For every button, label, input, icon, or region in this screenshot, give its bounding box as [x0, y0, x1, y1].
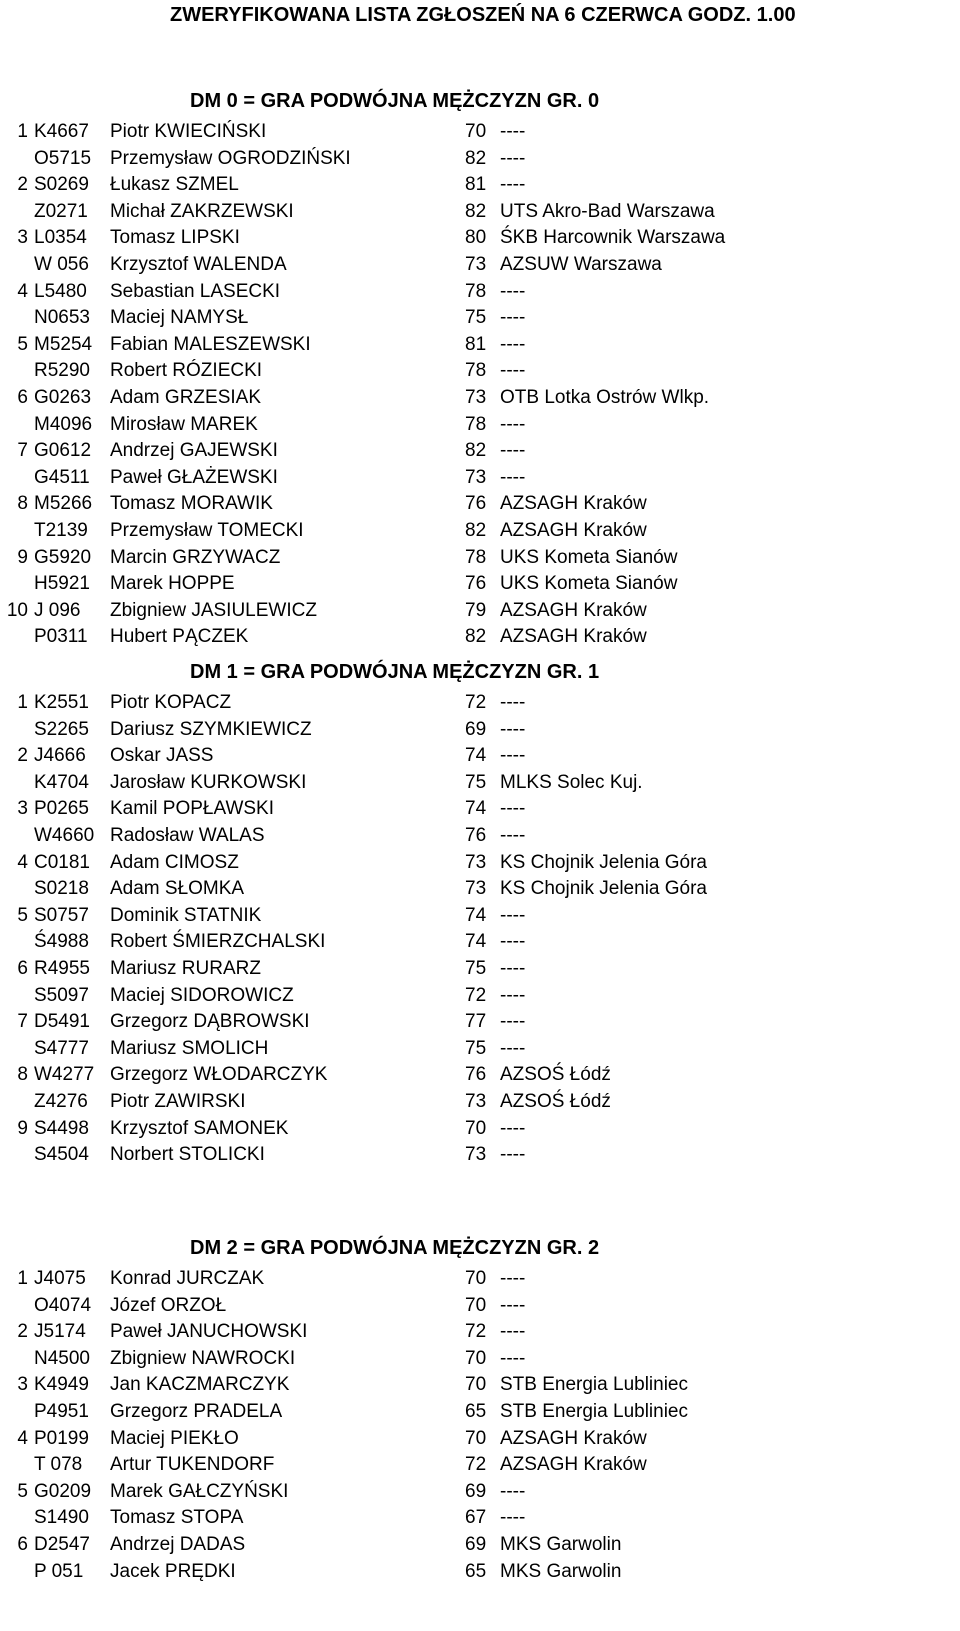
- club-name: AZSAGH Kraków: [500, 599, 647, 621]
- player-code: O5715: [34, 147, 92, 169]
- player-code: P0311: [34, 626, 88, 648]
- player-code: J 096: [34, 599, 81, 621]
- player-name: Piotr ZAWIRSKI: [110, 1090, 246, 1112]
- club-name: STB Energia Lubliniec: [500, 1400, 688, 1422]
- club-name: ----: [500, 440, 526, 462]
- entry-row: [0, 225, 960, 252]
- player-name: Andrzej DADAS: [110, 1533, 246, 1555]
- player-code: T 078: [34, 1454, 83, 1476]
- player-name: Jacek PRĘDKI: [110, 1560, 236, 1582]
- club-name: ----: [500, 1294, 526, 1316]
- entry-row: [0, 1266, 960, 1293]
- player-code: M4096: [34, 413, 93, 435]
- entry-row: [0, 717, 960, 744]
- player-code: G0209: [34, 1480, 92, 1502]
- club-name: ----: [500, 1480, 526, 1502]
- pair-number: 2: [17, 174, 28, 196]
- birth-year: 81: [465, 333, 487, 355]
- entry-row: [0, 956, 960, 983]
- player-code: W 056: [34, 253, 89, 275]
- player-code: N0653: [34, 307, 90, 329]
- club-name: AZSOŚ Łódź: [500, 1064, 611, 1086]
- entry-row: [0, 770, 960, 797]
- player-name: Dariusz SZYMKIEWICZ: [110, 718, 312, 740]
- club-name: ----: [500, 1011, 526, 1033]
- player-name: Przemysław TOMECKI: [110, 519, 304, 541]
- entry-row: [0, 465, 960, 492]
- club-name: ----: [500, 692, 526, 713]
- entry-row: [0, 983, 960, 1010]
- section-heading: DM 2 = GRA PODWÓJNA MĘŻCZYZN GR. 2: [190, 1237, 600, 1259]
- birth-year: 82: [465, 200, 487, 222]
- player-name: Grzegorz PRADELA: [110, 1400, 283, 1422]
- entry-row: [0, 823, 960, 850]
- pair-number: 7: [17, 1011, 28, 1033]
- entry-row: [0, 796, 960, 823]
- player-name: Hubert PĄCZEK: [110, 626, 249, 648]
- player-code: K4949: [34, 1374, 89, 1396]
- pair-number: 2: [17, 1321, 28, 1343]
- entry-row: [0, 1399, 960, 1426]
- player-name: Zbigniew JASIULEWICZ: [110, 599, 317, 621]
- birth-year: 78: [465, 360, 487, 382]
- entry-list: [0, 119, 960, 651]
- player-code: L5480: [34, 280, 87, 302]
- birth-year: 82: [465, 626, 487, 648]
- player-name: Robert RÓZIECKI: [110, 360, 263, 382]
- birth-year: 75: [465, 957, 487, 979]
- entry-row: [0, 385, 960, 412]
- birth-year: 73: [465, 851, 487, 873]
- player-code: P4951: [34, 1400, 89, 1422]
- birth-year: 74: [465, 931, 487, 953]
- player-name: Tomasz LIPSKI: [110, 227, 240, 249]
- player-name: Marek GAŁCZYŃSKI: [110, 1480, 289, 1502]
- club-name: ----: [500, 1144, 526, 1166]
- player-code: M5254: [34, 333, 93, 355]
- player-code: R5290: [34, 360, 90, 382]
- player-code: H5921: [34, 573, 90, 595]
- birth-year: 75: [465, 1037, 487, 1059]
- birth-year: 74: [465, 745, 487, 767]
- pair-number: 4: [17, 1427, 28, 1449]
- club-name: AZSOŚ Łódź: [500, 1090, 611, 1112]
- document-title: ZWERYFIKOWANA LISTA ZGŁOSZEŃ NA 6 CZERWCA GODZ. 1.00: [170, 4, 796, 26]
- pair-number: 4: [17, 280, 28, 302]
- player-code: P 051: [34, 1560, 84, 1582]
- club-name: AZSAGH Kraków: [500, 493, 647, 515]
- player-code: K2551: [34, 692, 89, 713]
- player-code: Z0271: [34, 200, 88, 222]
- birth-year: 70: [465, 1117, 487, 1139]
- pair-number: 1: [17, 1268, 28, 1289]
- pair-number: 8: [17, 1064, 28, 1086]
- player-code: W4660: [34, 824, 95, 846]
- player-name: Maciej PIEKŁO: [110, 1427, 239, 1449]
- birth-year: 73: [465, 466, 487, 488]
- player-code: J4075: [34, 1268, 86, 1289]
- birth-year: 69: [465, 1480, 487, 1502]
- player-name: Andrzej GAJEWSKI: [110, 440, 278, 462]
- entry-list: [0, 690, 960, 1169]
- club-name: AZSUW Warszawa: [500, 253, 662, 275]
- player-code: D2547: [34, 1533, 90, 1555]
- club-name: AZSAGH Kraków: [500, 519, 647, 541]
- club-name: ----: [500, 718, 526, 740]
- pair-number: 3: [17, 227, 28, 249]
- player-name: Zbigniew NAWROCKI: [110, 1347, 296, 1369]
- entry-row: [0, 412, 960, 439]
- birth-year: 73: [465, 253, 487, 275]
- club-name: AZSAGH Kraków: [500, 1454, 647, 1476]
- player-name: Mariusz SMOLICH: [110, 1037, 269, 1059]
- birth-year: 76: [465, 824, 487, 846]
- entry-row: [0, 1426, 960, 1453]
- birth-year: 73: [465, 1144, 487, 1166]
- entry-row: [0, 850, 960, 877]
- player-code: D5491: [34, 1011, 90, 1033]
- player-code: S4777: [34, 1037, 89, 1059]
- player-code: J4666: [34, 745, 86, 767]
- club-name: ----: [500, 280, 526, 302]
- club-name: UKS Kometa Sianów: [500, 573, 678, 595]
- club-name: ----: [500, 1321, 526, 1343]
- player-code: S5097: [34, 984, 89, 1006]
- player-name: Adam CIMOSZ: [110, 851, 239, 873]
- entry-row: [0, 1142, 960, 1169]
- player-code: J5174: [34, 1321, 86, 1343]
- pair-number: 7: [17, 440, 28, 462]
- birth-year: 77: [465, 1011, 487, 1033]
- player-name: Tomasz STOPA: [110, 1507, 244, 1529]
- pair-number: 8: [17, 493, 28, 515]
- entry-row: [0, 332, 960, 359]
- entry-row: [0, 438, 960, 465]
- birth-year: 80: [465, 227, 487, 249]
- player-code: L0354: [34, 227, 87, 249]
- birth-year: 72: [465, 984, 487, 1006]
- club-name: ----: [500, 147, 526, 169]
- entry-row: [0, 1532, 960, 1559]
- entry-row: [0, 743, 960, 770]
- player-code: S4504: [34, 1144, 89, 1166]
- club-name: KS Chojnik Jelenia Góra: [500, 851, 707, 873]
- player-code: P0199: [34, 1427, 89, 1449]
- club-name: ----: [500, 307, 526, 329]
- birth-year: 78: [465, 413, 487, 435]
- club-name: MKS Garwolin: [500, 1560, 622, 1582]
- pair-number: 5: [17, 333, 28, 355]
- club-name: ----: [500, 957, 526, 979]
- birth-year: 67: [465, 1507, 487, 1529]
- player-code: P0265: [34, 798, 89, 820]
- player-name: Paweł JANUCHOWSKI: [110, 1321, 308, 1343]
- entry-row: [0, 1009, 960, 1036]
- birth-year: 76: [465, 573, 487, 595]
- player-name: Adam SŁOMKA: [110, 878, 245, 900]
- birth-year: 82: [465, 147, 487, 169]
- player-name: Marek HOPPE: [110, 573, 235, 595]
- entry-row: [0, 518, 960, 545]
- player-name: Łukasz SZMEL: [110, 174, 239, 196]
- entry-row: [0, 279, 960, 306]
- pair-number: 1: [17, 121, 28, 142]
- club-name: ŚKB Harcownik Warszawa: [500, 227, 726, 249]
- club-name: UKS Kometa Sianów: [500, 546, 678, 568]
- player-name: Grzegorz WŁODARCZYK: [110, 1064, 328, 1086]
- birth-year: 72: [465, 1454, 487, 1476]
- player-code: N4500: [34, 1347, 90, 1369]
- entry-row: [0, 571, 960, 598]
- club-name: STB Energia Lubliniec: [500, 1374, 688, 1396]
- entry-row: [0, 903, 960, 930]
- club-name: MLKS Solec Kuj.: [500, 771, 643, 793]
- player-name: Jarosław KURKOWSKI: [110, 771, 307, 793]
- club-name: ----: [500, 121, 526, 142]
- player-code: Z4276: [34, 1090, 88, 1112]
- player-code: S2265: [34, 718, 89, 740]
- player-name: Józef ORZOŁ: [110, 1294, 227, 1316]
- player-code: S0218: [34, 878, 89, 900]
- club-name: ----: [500, 798, 526, 820]
- entry-row: [0, 690, 960, 717]
- birth-year: 70: [465, 1347, 487, 1369]
- club-name: ----: [500, 931, 526, 953]
- birth-year: 70: [465, 1427, 487, 1449]
- birth-year: 75: [465, 771, 487, 793]
- entry-row: [0, 119, 960, 146]
- player-code: S0757: [34, 904, 89, 926]
- player-name: Mirosław MAREK: [110, 413, 258, 435]
- club-name: ----: [500, 1507, 526, 1529]
- player-code: S1490: [34, 1507, 89, 1529]
- club-name: ----: [500, 904, 526, 926]
- player-code: G4511: [34, 466, 90, 488]
- player-name: Krzysztof SAMONEK: [110, 1117, 289, 1139]
- player-name: Sebastian LASECKI: [110, 280, 281, 302]
- pair-number: 1: [17, 692, 28, 713]
- player-name: Tomasz MORAWIK: [110, 493, 273, 515]
- club-name: ----: [500, 1037, 526, 1059]
- player-name: Dominik STATNIK: [110, 904, 262, 926]
- entry-row: [0, 545, 960, 572]
- pair-number: 9: [17, 546, 28, 568]
- club-name: UTS Akro-Bad Warszawa: [500, 200, 715, 222]
- player-name: Artur TUKENDORF: [110, 1454, 275, 1476]
- player-code: K4704: [34, 771, 89, 793]
- birth-year: 69: [465, 718, 487, 740]
- club-name: ----: [500, 824, 526, 846]
- birth-year: 70: [465, 121, 487, 142]
- player-name: Przemysław OGRODZIŃSKI: [110, 147, 351, 169]
- player-name: Piotr KOPACZ: [110, 692, 232, 713]
- player-name: Piotr KWIECIŃSKI: [110, 121, 267, 142]
- entry-row: [0, 305, 960, 332]
- entry-row: [0, 1479, 960, 1506]
- player-name: Norbert STOLICKI: [110, 1144, 265, 1166]
- pair-number: 5: [17, 904, 28, 926]
- club-name: ----: [500, 360, 526, 382]
- entry-row: [0, 1372, 960, 1399]
- player-name: Krzysztof WALENDA: [110, 253, 287, 275]
- player-code: G0612: [34, 440, 92, 462]
- player-code: S4498: [34, 1117, 89, 1139]
- player-code: G0263: [34, 386, 92, 408]
- birth-year: 82: [465, 440, 487, 462]
- entry-row: [0, 1036, 960, 1063]
- player-name: Fabian MALESZEWSKI: [110, 333, 311, 355]
- player-name: Jan KACZMARCZYK: [110, 1374, 290, 1396]
- birth-year: 65: [465, 1560, 487, 1582]
- player-name: Radosław WALAS: [110, 824, 265, 846]
- club-name: ----: [500, 333, 526, 355]
- birth-year: 76: [465, 493, 487, 515]
- birth-year: 69: [465, 1533, 487, 1555]
- entry-row: [0, 252, 960, 279]
- section-heading: DM 0 = GRA PODWÓJNA MĘŻCZYZN GR. 0: [190, 90, 600, 112]
- pair-number: 3: [17, 798, 28, 820]
- entry-row: [0, 1452, 960, 1479]
- pair-number: 6: [17, 957, 28, 979]
- entry-row: [0, 172, 960, 199]
- entry-row: [0, 929, 960, 956]
- pair-number: 9: [17, 1117, 28, 1139]
- birth-year: 73: [465, 878, 487, 900]
- player-code: T2139: [34, 519, 88, 541]
- club-name: ----: [500, 745, 526, 767]
- entry-row: [0, 1319, 960, 1346]
- club-name: AZSAGH Kraków: [500, 626, 647, 648]
- entry-row: [0, 1116, 960, 1143]
- club-name: ----: [500, 413, 526, 435]
- entry-row: [0, 358, 960, 385]
- pair-number: 3: [17, 1374, 28, 1396]
- birth-year: 76: [465, 1064, 487, 1086]
- player-code: C0181: [34, 851, 90, 873]
- club-name: OTB Lotka Ostrów Wlkp.: [500, 386, 710, 408]
- player-code: R4955: [34, 957, 90, 979]
- entry-row: [0, 598, 960, 625]
- birth-year: 73: [465, 1090, 487, 1112]
- birth-year: 75: [465, 307, 487, 329]
- entry-row: [0, 1293, 960, 1320]
- entry-row: [0, 146, 960, 173]
- birth-year: 78: [465, 280, 487, 302]
- player-name: Mariusz RURARZ: [110, 957, 261, 979]
- player-code: G5920: [34, 546, 92, 568]
- player-name: Grzegorz DĄBROWSKI: [110, 1011, 310, 1033]
- birth-year: 65: [465, 1400, 487, 1422]
- club-name: ----: [500, 1117, 526, 1139]
- player-code: S0269: [34, 174, 89, 196]
- player-code: M5266: [34, 493, 93, 515]
- club-name: MKS Garwolin: [500, 1533, 622, 1555]
- player-name: Maciej SIDOROWICZ: [110, 984, 294, 1006]
- entry-row: [0, 1505, 960, 1532]
- player-name: Oskar JASS: [110, 745, 214, 767]
- club-name: ----: [500, 1268, 526, 1289]
- entry-list: [0, 1266, 960, 1585]
- pair-number: 2: [17, 745, 28, 767]
- player-name: Michał ZAKRZEWSKI: [110, 200, 294, 222]
- entry-row: [0, 491, 960, 518]
- birth-year: 70: [465, 1268, 487, 1289]
- entry-row: [0, 1089, 960, 1116]
- birth-year: 73: [465, 386, 487, 408]
- player-code: K4667: [34, 121, 89, 142]
- entry-row: [0, 199, 960, 226]
- player-name: Kamil POPŁAWSKI: [110, 798, 275, 820]
- birth-year: 81: [465, 174, 487, 196]
- pair-number: 4: [17, 851, 28, 873]
- entry-row: [0, 876, 960, 903]
- player-name: Robert ŚMIERZCHALSKI: [110, 931, 326, 953]
- birth-year: 72: [465, 692, 487, 713]
- player-name: Konrad JURCZAK: [110, 1268, 265, 1289]
- birth-year: 74: [465, 904, 487, 926]
- club-name: ----: [500, 1347, 526, 1369]
- club-name: ----: [500, 466, 526, 488]
- club-name: ----: [500, 174, 526, 196]
- player-code: O4074: [34, 1294, 92, 1316]
- section-heading: DM 1 = GRA PODWÓJNA MĘŻCZYZN GR. 1: [190, 661, 600, 683]
- entry-row: [0, 624, 960, 651]
- pair-number: 10: [6, 599, 28, 621]
- birth-year: 78: [465, 546, 487, 568]
- player-code: Ś4988: [34, 931, 89, 953]
- birth-year: 82: [465, 519, 487, 541]
- birth-year: 74: [465, 798, 487, 820]
- entry-row: [0, 1559, 960, 1586]
- player-name: Adam GRZESIAK: [110, 386, 261, 408]
- player-name: Maciej NAMYSŁ: [110, 307, 249, 329]
- entry-row: [0, 1062, 960, 1089]
- pair-number: 5: [17, 1480, 28, 1502]
- club-name: ----: [500, 984, 526, 1006]
- birth-year: 70: [465, 1294, 487, 1316]
- pair-number: 6: [17, 386, 28, 408]
- club-name: KS Chojnik Jelenia Góra: [500, 878, 707, 900]
- player-name: Paweł GŁAŻEWSKI: [110, 466, 278, 488]
- birth-year: 70: [465, 1374, 487, 1396]
- pair-number: 6: [17, 1533, 28, 1555]
- entry-row: [0, 1346, 960, 1373]
- player-code: W4277: [34, 1064, 95, 1086]
- birth-year: 79: [465, 599, 487, 621]
- club-name: AZSAGH Kraków: [500, 1427, 647, 1449]
- birth-year: 72: [465, 1321, 487, 1343]
- player-name: Marcin GRZYWACZ: [110, 546, 281, 568]
